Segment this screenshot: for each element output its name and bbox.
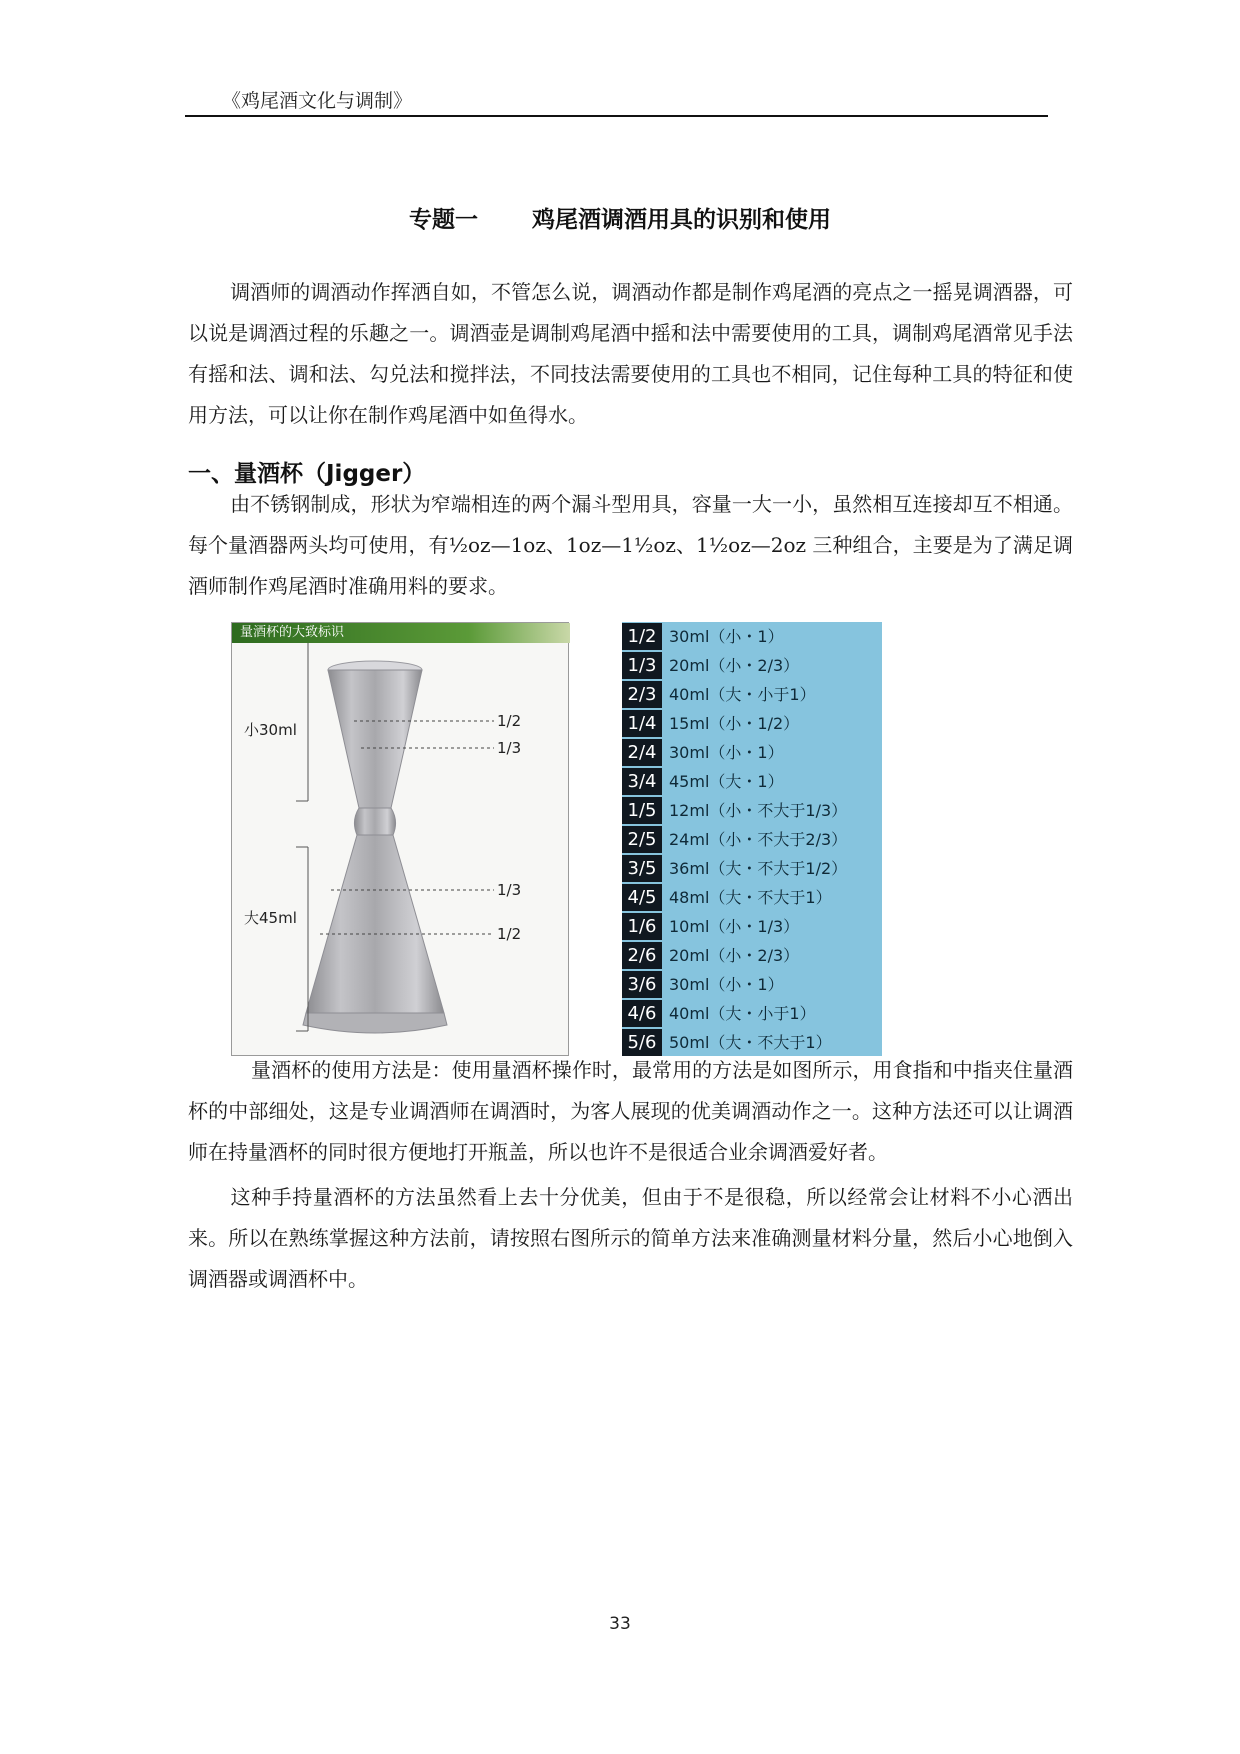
- fraction-volume: 45ml（大・1）: [669, 772, 784, 791]
- fraction-volume: 10ml（小・1/3）: [669, 917, 800, 936]
- usage-paragraph-1: [188, 1050, 1073, 1173]
- chapter-name: 鸡尾酒调酒用具的识别和使用: [532, 207, 831, 233]
- jigger-description-text: 由不锈钢制成，形状为窄端相连的两个漏斗型用具，容量一大一小，虽然相互连接却互不相通。每个量酒器两头均可使用，有½oz—1oz、1oz—1½oz、1½oz—2oz 三种组合，主要是为了满足调酒师制作鸡尾酒时准确用料的要求。: [188, 492, 1073, 598]
- table-row: [622, 883, 882, 912]
- table-row: [622, 854, 882, 883]
- table-row: [622, 767, 882, 796]
- fraction-volume: 48ml（大・不大于1）: [669, 888, 832, 907]
- fraction-volume: 40ml（大・小于1）: [669, 685, 816, 704]
- fraction-volume: 36ml（大・不大于1/2）: [669, 859, 848, 878]
- jigger-description: [188, 484, 1073, 607]
- jigger-illustration: [232, 623, 570, 1057]
- table-row: [622, 912, 882, 941]
- fraction-table: [622, 622, 882, 1056]
- fraction-cell: 2/5: [622, 826, 662, 853]
- jigger-figure: [231, 622, 569, 1056]
- usage-text-2: 这种手持量酒杯的方法虽然看上去十分优美，但由于不是很稳，所以经常会让材料不小心洒出来。所以在熟练掌握这种方法前，请按照右图所示的简单方法来准确测量材料分量，然后小心地倒入调酒器或调酒杯中。: [188, 1185, 1073, 1291]
- fraction-cell: 4/5: [622, 884, 662, 911]
- small-mark-label-1: 1/2: [497, 712, 522, 730]
- usage-text-1: 量酒杯的使用方法是：使用量酒杯操作时，最常用的方法是如图所示，用食指和中指夹住量酒杯的中部细处，这是专业调酒师在调酒时，为客人展现的优美调酒动作之一。这种方法还可以让调酒师在持量酒杯的同时很方便地打开瓶盖，所以也许不是很适合业余调酒爱好者。: [188, 1058, 1073, 1164]
- fraction-cell: 3/6: [622, 971, 662, 998]
- fraction-volume: 24ml（小・不大于2/3）: [669, 830, 848, 849]
- page-number: 33: [609, 1614, 631, 1634]
- fraction-volume: 30ml（小・1）: [669, 975, 784, 994]
- table-row: [622, 825, 882, 854]
- header-rule: [185, 115, 1048, 117]
- large-mark-label-2: 1/2: [497, 925, 522, 943]
- intro-text: 调酒师的调酒动作挥洒自如，不管怎么说，调酒动作都是制作鸡尾酒的亮点之一摇晃调酒器，可以说是调酒过程的乐趣之一。调酒壶是调制鸡尾酒中摇和法中需要使用的工具，调制鸡尾酒常见手法有摇和法、调和法、勾兑法和搅拌法，不同技法需要使用的工具也不相同，记住每种工具的特征和使用方法，可以让你在制作鸡尾酒中如鱼得水。: [188, 280, 1073, 427]
- table-row: [622, 738, 882, 767]
- fraction-cell: 3/5: [622, 855, 662, 882]
- fraction-volume: 50ml（大・不大于1）: [669, 1033, 832, 1052]
- small-capacity-label: 小30ml: [244, 721, 297, 739]
- section-heading: 一、量酒杯（Jigger）: [188, 461, 426, 487]
- fraction-cell: 1/4: [622, 710, 662, 737]
- table-row: [622, 796, 882, 825]
- fraction-cell: 1/5: [622, 797, 662, 824]
- jigger-figure-title: 量酒杯的大致标识: [232, 623, 570, 643]
- fraction-cell: 1/3: [622, 652, 662, 679]
- table-row: [622, 680, 882, 709]
- fraction-volume: 15ml（小・1/2）: [669, 714, 800, 733]
- fraction-volume: 20ml（小・2/3）: [669, 946, 800, 965]
- table-row: [622, 941, 882, 970]
- fraction-volume: 40ml（大・小于1）: [669, 1004, 816, 1023]
- small-mark-label-2: 1/3: [497, 739, 522, 757]
- table-row: [622, 651, 882, 680]
- fraction-cell: 2/4: [622, 739, 662, 766]
- fraction-volume: 30ml（小・1）: [669, 743, 784, 762]
- fraction-cell: 2/3: [622, 681, 662, 708]
- fraction-cell: 4/6: [622, 1000, 662, 1027]
- fraction-cell: 5/6: [622, 1029, 662, 1056]
- large-capacity-label: 大45ml: [244, 909, 297, 927]
- fraction-cell: 1/6: [622, 913, 662, 940]
- intro-paragraph: [188, 272, 1073, 436]
- chapter-title: [0, 201, 1240, 234]
- table-row: [622, 970, 882, 999]
- fraction-cell: 2/6: [622, 942, 662, 969]
- fraction-volume: 12ml（小・不大于1/3）: [669, 801, 848, 820]
- fraction-cell: 1/2: [622, 623, 662, 650]
- table-row: [622, 622, 882, 651]
- table-row: [622, 999, 882, 1028]
- fraction-volume: 30ml（小・1）: [669, 627, 784, 646]
- running-header: 《鸡尾酒文化与调制》: [222, 90, 413, 112]
- large-mark-label-1: 1/3: [497, 881, 522, 899]
- fraction-cell: 3/4: [622, 768, 662, 795]
- chapter-number: 专题一: [409, 207, 478, 233]
- table-row: [622, 709, 882, 738]
- usage-paragraph-2: [188, 1177, 1073, 1300]
- fraction-volume: 20ml（小・2/3）: [669, 656, 800, 675]
